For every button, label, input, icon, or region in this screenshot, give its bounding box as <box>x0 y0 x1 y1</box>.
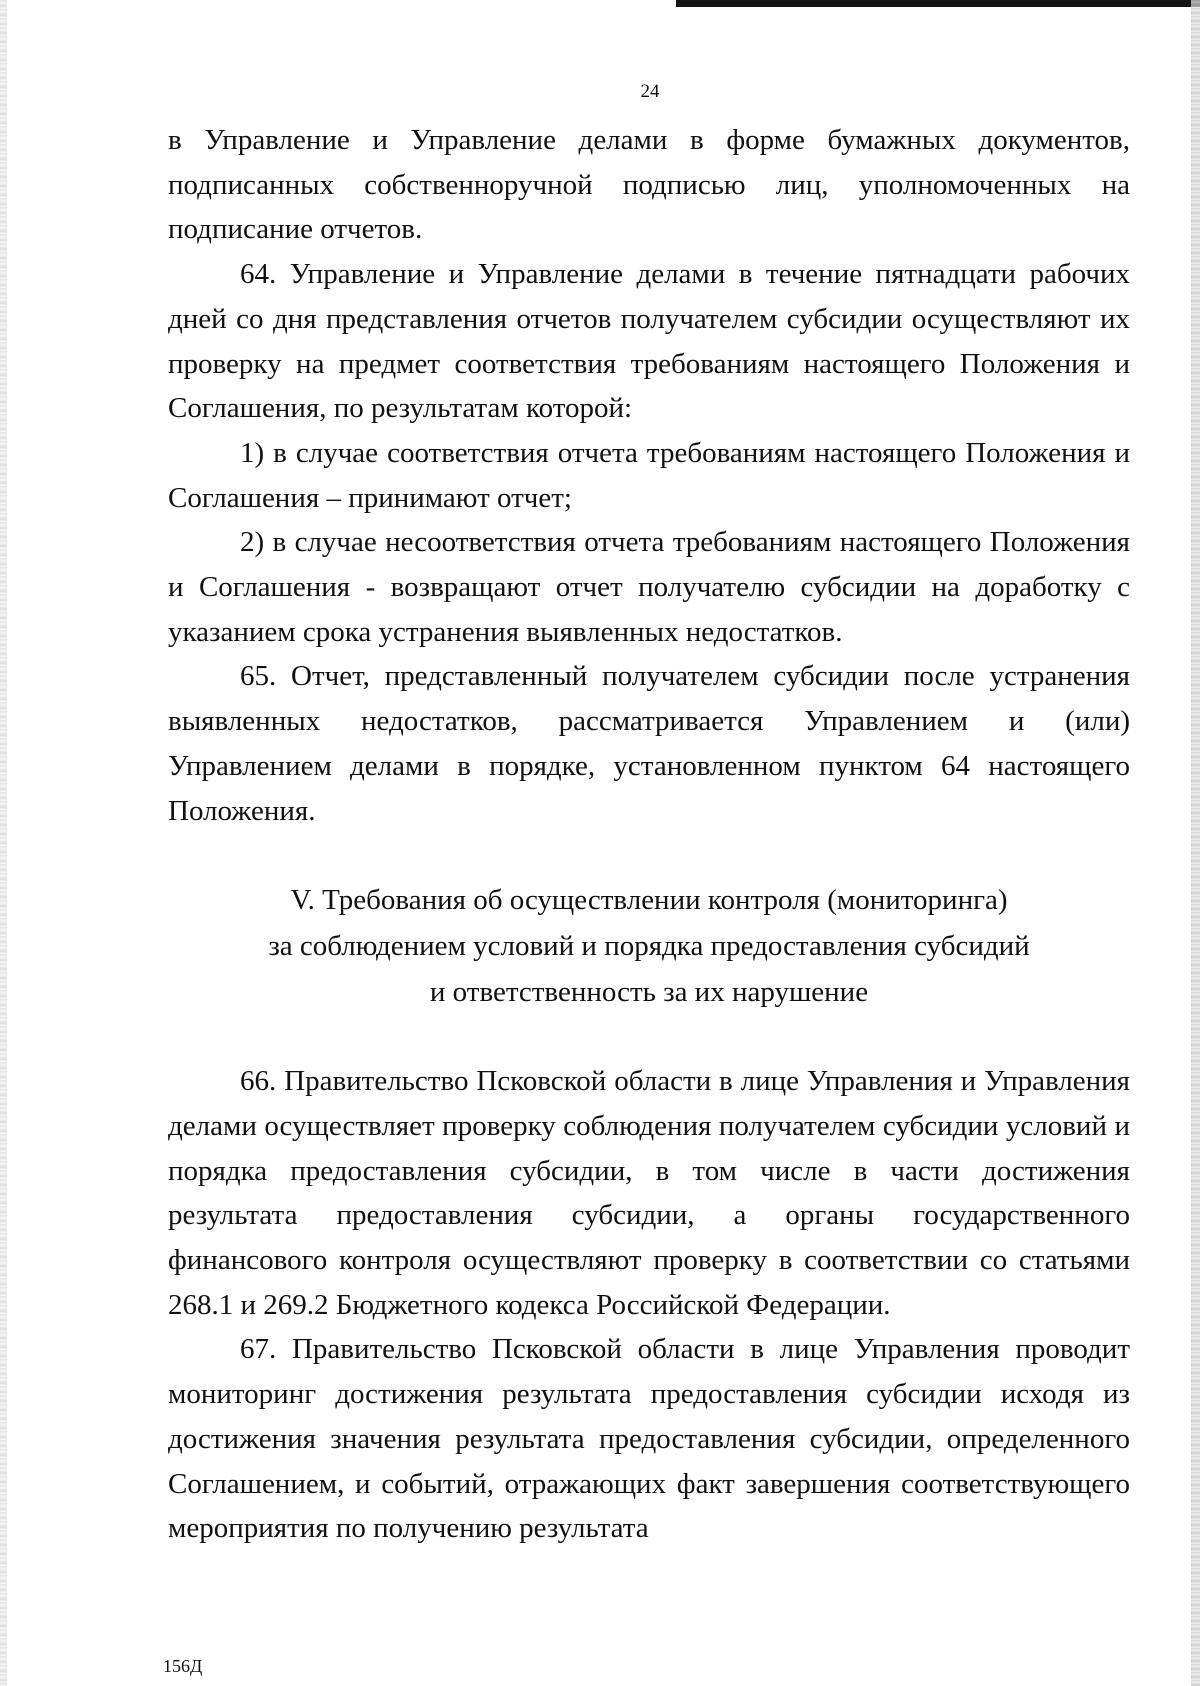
section-heading <box>168 877 1130 1015</box>
paragraph-67: 67. Правительство Псковской области в лице Управления проводит мониторинг достижения результата предоставления субсидии исходя из достижения значения результата предоставления субсидии, определенного Соглашением, и событий, отражающих факт завершения соответствующего мероприятия по получению результата <box>168 1333 1130 1545</box>
paragraph-64-item-1: 1) в случае соответствия отчета требованиям настоящего Положения и Соглашения – принимают отчет; <box>168 436 1130 514</box>
paragraph-64-item-2: 2) в случае несоответствия отчета требованиям настоящего Положения и Соглашения - возвращают отчет получателю субсидии на доработку с указанием срока устранения выявленных недостатков. <box>168 526 1130 648</box>
section-heading-line: за соблюдением условий и порядка предоставления субсидий <box>268 930 1030 963</box>
paragraph-66: 66. Правительство Псковской области в лице Управления и Управления делами осуществляет проверку соблюдения получателем субсидии условий и порядка предоставления субсидии, в том числе в части достижения результата предоставления субсидии, а органы государственного финансового контроля осуществляют проверку в соответствии со статьями 268.1 и 269.2 Бюджетного кодекса Российской Федерации. <box>168 1065 1130 1321</box>
scan-top-border <box>676 0 1200 7</box>
document-body <box>168 118 1130 1551</box>
scan-left-edge <box>0 0 7 1686</box>
section-heading-line: и ответственность за их нарушение <box>429 976 869 1009</box>
scan-right-edge <box>1191 0 1200 1686</box>
page-number: 24 <box>640 81 660 102</box>
paragraph-65: 65. Отчет, представленный получателем субсидии после устранения выявленных недостатков, рассматривается Управлением и (или) Управлением делами в порядке, установленном пунктом 64 настоящего Положения. <box>168 660 1130 827</box>
paragraph-64: 64. Управление и Управление делами в течение пятнадцати рабочих дней со дня представления отчетов получателем субсидии осуществляют их проверку на предмет соответствия требованиям настоящего Положения и Соглашения, по результатам которой: <box>168 258 1130 425</box>
document-code: 156Д <box>163 1656 203 1676</box>
paragraph-continuation: в Управление и Управление делами в форме бумажных документов, подписанных собственноручной подписью лиц, уполномоченных на подписание отчетов. <box>168 124 1130 246</box>
section-heading-line: V. Требования об осуществлении контроля (мониторинга) <box>290 884 1008 917</box>
